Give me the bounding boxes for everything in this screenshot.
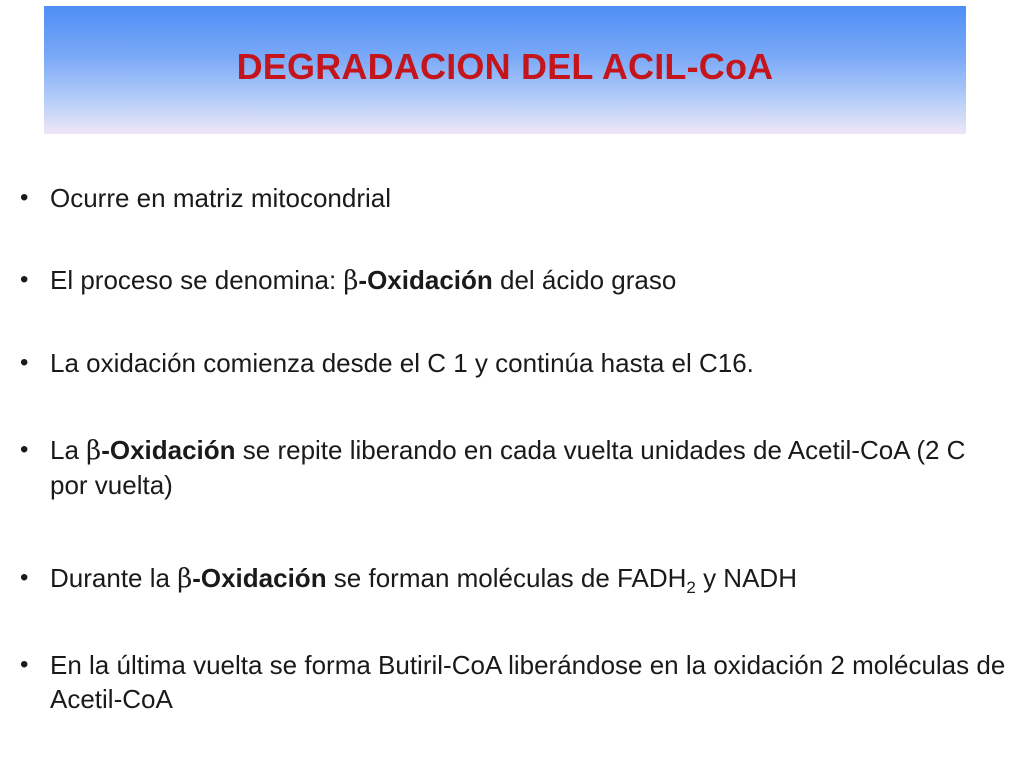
bullet-text: La β-Oxidación se repite liberando en cada vuelta unidades de Acetil-CoA (2 C por vuelta)	[50, 435, 966, 500]
bullet-dot: •	[20, 564, 29, 591]
bullet-text: Ocurre en matriz mitocondrial	[50, 183, 391, 213]
bullet-item	[20, 648, 1010, 716]
bullet-item	[20, 263, 1010, 298]
beta-symbol: β	[343, 266, 359, 296]
bullet-item	[20, 181, 1010, 215]
bullet-dot: •	[20, 184, 29, 211]
bullet-dot: •	[20, 651, 29, 678]
bullet-item	[20, 561, 1010, 596]
bold-term: -Oxidación	[192, 563, 327, 593]
subscript: 2	[686, 578, 696, 598]
bullet-dot: •	[20, 349, 29, 376]
bold-term: -Oxidación	[358, 265, 493, 295]
bold-term: -Oxidación	[101, 435, 236, 465]
bullet-item	[20, 346, 1010, 380]
bullet-text: La oxidación comienza desde el C 1 y continúa hasta el C16.	[50, 348, 754, 378]
beta-symbol: β	[177, 564, 193, 594]
bullet-text: Durante la β-Oxidación se forman moléculas de $FADH_2$ y NADH	[50, 563, 797, 598]
bullet-dot: •	[20, 436, 29, 463]
bullet-item	[20, 433, 1010, 502]
bullet-dot: •	[20, 266, 29, 293]
bullet-text: En la última vuelta se forma Butiril-CoA liberándose en la oxidación 2 moléculas de Acetil-CoA	[50, 650, 1006, 714]
bullet-text: El proceso se denomina: β-Oxidación del ácido graso	[50, 265, 677, 296]
slide-title: DEGRADACION DEL ACIL-CoA	[236, 46, 774, 87]
beta-symbol: β	[86, 436, 102, 466]
